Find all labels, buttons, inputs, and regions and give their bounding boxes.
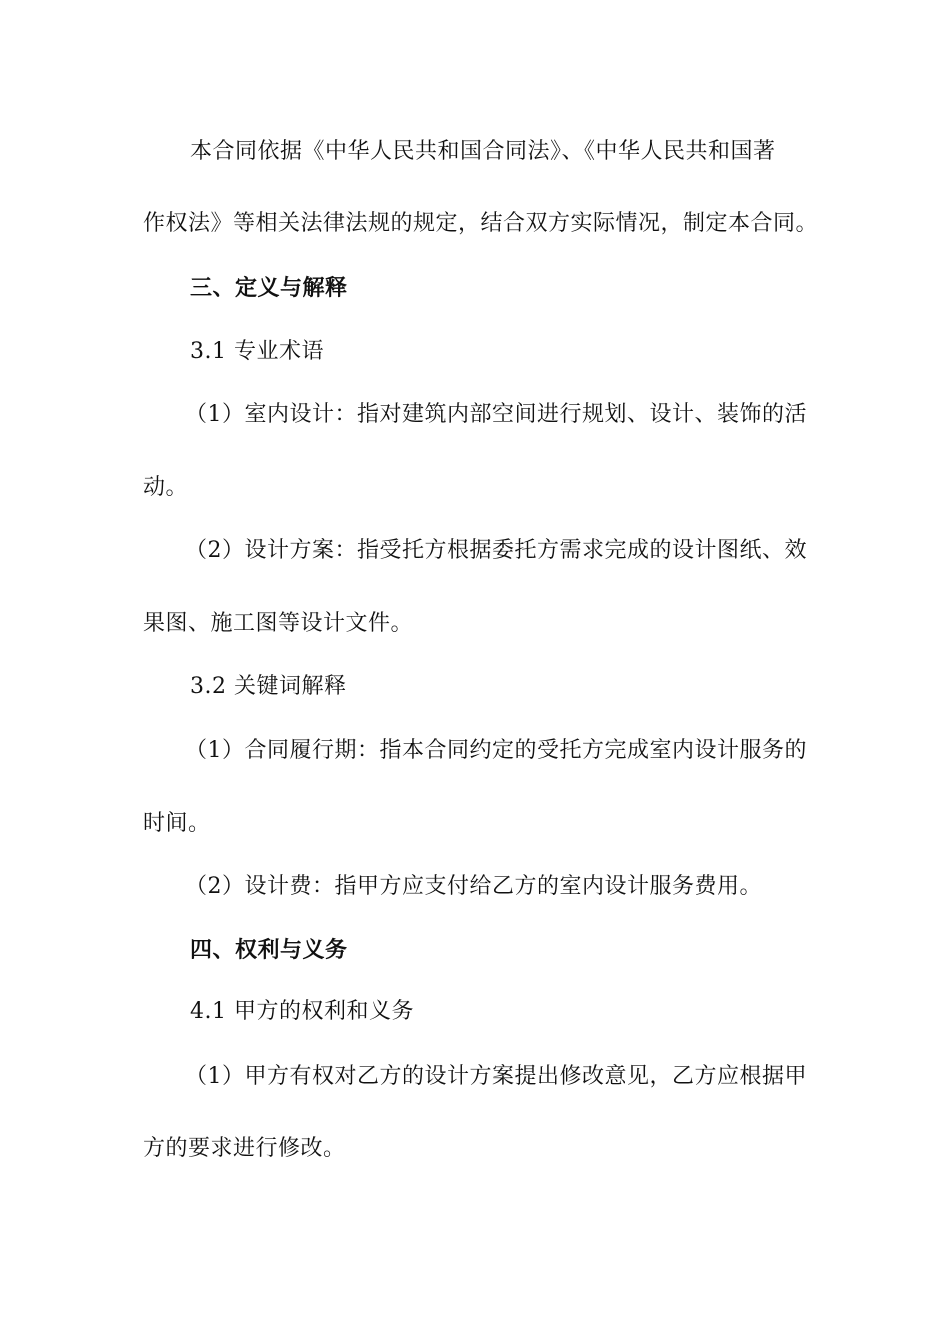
term-performance-period-line-2: 时间。	[143, 811, 211, 836]
basis-paragraph-line-1: 本合同依据《中华人民共和国合同法》、《中华人民共和国著	[190, 139, 776, 164]
subsection-4-1-heading: 4.1 甲方的权利和义务	[190, 999, 414, 1024]
party-a-right-line-2: 方的要求进行修改。	[143, 1136, 346, 1161]
term-design-fee: （2）设计费：指甲方应支付给乙方的室内设计服务费用。	[185, 874, 762, 899]
party-a-right-line-1: （1）甲方有权对乙方的设计方案提出修改意见，乙方应根据甲	[185, 1064, 807, 1089]
section-4-heading: 四、权利与义务	[190, 937, 348, 963]
term-performance-period-line-1: （1）合同履行期：指本合同约定的受托方完成室内设计服务的	[185, 738, 807, 763]
basis-paragraph-line-2: 作权法》等相关法律法规的规定，结合双方实际情况，制定本合同。	[143, 211, 819, 236]
section-3-heading: 三、定义与解释	[190, 275, 348, 301]
subsection-3-1-heading: 3.1 专业术语	[190, 339, 324, 364]
term-interior-design-line-1: （1）室内设计：指对建筑内部空间进行规划、设计、装饰的活	[185, 402, 807, 427]
subsection-3-2-heading: 3.2 关键词解释	[190, 674, 347, 699]
term-interior-design-line-2: 动。	[143, 475, 189, 500]
term-design-plan-line-2: 果图、施工图等设计文件。	[143, 611, 414, 636]
term-design-plan-line-1: （2）设计方案：指受托方根据委托方需求完成的设计图纸、效	[185, 538, 807, 563]
